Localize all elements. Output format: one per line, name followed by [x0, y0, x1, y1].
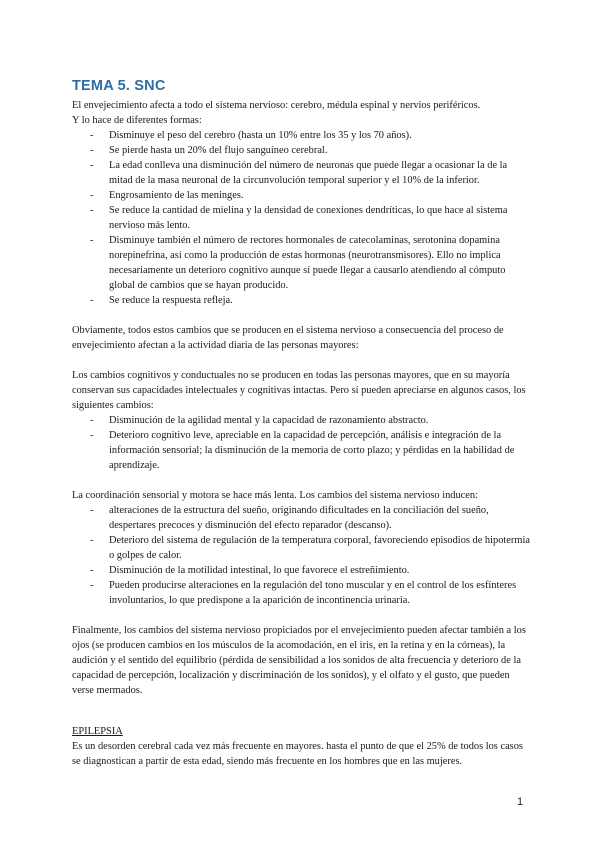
intro-line-2: Y lo hace de diferentes formas:: [72, 115, 202, 126]
section-heading-epilepsia: EPILEPSIA: [72, 726, 123, 737]
page-title: TEMA 5. SNC: [72, 78, 166, 94]
brain-changes-list: [72, 128, 530, 308]
list-item: - alteraciones de la estructura del sueño, originando dificultades en la conciliación del sueño, despertares precoces y disminución del efecto reparador (descanso).: [72, 503, 530, 533]
list-item: - Pueden producirse alteraciones en la regulación del tono muscular y en el control de los esfínteres involuntarios, lo que predispone a la aparición de incontinencia urinaria.: [72, 578, 530, 608]
paragraph: Finalmente, los cambios del sistema nervioso propiciados por el envejecimiento pueden afectar también a los ojos (se producen cambios en los músculos de la acomodación, en el iris, en la retina y en la córneas), la audición y el sentido del equilibrio (pérdida de sensibilidad a los sonidos de alta frecuencia y deterioro de la capacidad de percepción, localización y discriminación de los sonidos), y el olfato y el gusto, que pueden verse mermados.: [72, 625, 526, 696]
list-item: - Disminución de la motilidad intestinal, lo que favorece el estreñimiento.: [72, 563, 530, 578]
list-item: - Se reduce la cantidad de mielina y la densidad de conexiones dendríticas, lo que hace al sistema nervioso más lento.: [72, 203, 530, 233]
paragraph: Obviamente, todos estos cambios que se producen en el sistema nervioso a consecuencia del proceso de envejecimiento afectan a la actividad diaria de las personas mayores:: [72, 325, 504, 351]
list-item: - Disminuye el peso del cerebro (hasta un 10% entre los 35 y los 70 años).: [72, 128, 530, 143]
list-item: - Disminución de la agilidad mental y la capacidad de razonamiento abstracto.: [72, 413, 530, 428]
list-item: - Engrosamiento de las meninges.: [72, 188, 530, 203]
list-item: - Disminuye también el número de rectores hormonales de catecolaminas, serotonina dopamina norepinefrina, así como la producción de estas hormonas (neurotransmisores). Ello no implica necesariamente un deterioro cognitivo aunque sí puede llegar a causarlo atendiendo al cómputo global de cambios que se hayan producido.: [72, 233, 530, 293]
paragraph: Es un desorden cerebral cada vez más frecuente en mayores. hasta el punto de que el 25% de todos los casos se diagnostican a partir de esta edad, siendo más frecuente en los hombres que en las mujeres.: [72, 741, 523, 767]
list-item: - Deterioro cognitivo leve, apreciable en la capacidad de percepción, análisis e integración de la información sensorial; la disminución de la memoria de corto plazo; y pérdidas en la habilidad de aprendizaje.: [72, 428, 530, 473]
document-page: [72, 78, 530, 769]
list-item: - Deterioro del sistema de regulación de la temperatura corporal, favoreciendo episodios de hipotermia o golpes de calor.: [72, 533, 530, 563]
list-item: - Se reduce la respuesta refleja.: [72, 293, 530, 308]
page-number: 1: [517, 796, 524, 808]
paragraph: Los cambios cognitivos y conductuales no se producen en todas las personas mayores, que en su mayoría conservan sus capacidades intelectuales y cognitivas intactas. Pero sí pueden apreciarse en algunos casos, los siguientes cambios:: [72, 370, 526, 411]
nervous-system-effects-list: [72, 503, 530, 608]
cognitive-changes-list: [72, 413, 530, 473]
paragraph: La coordinación sensorial y motora se hace más lenta. Los cambios del sistema nervioso inducen:: [72, 490, 478, 501]
list-item: - La edad conlleva una disminución del número de neuronas que puede llegar a ocasionar la de la mitad de la masa neuronal de la circunvolución temporal superior y el 10% de la inferior.: [72, 158, 530, 188]
list-item: - Se pierde hasta un 20% del flujo sanguíneo cerebral.: [72, 143, 530, 158]
intro-line-1: El envejecimiento afecta a todo el sistema nervioso: cerebro, médula espinal y nervios periféricos.: [72, 100, 481, 111]
